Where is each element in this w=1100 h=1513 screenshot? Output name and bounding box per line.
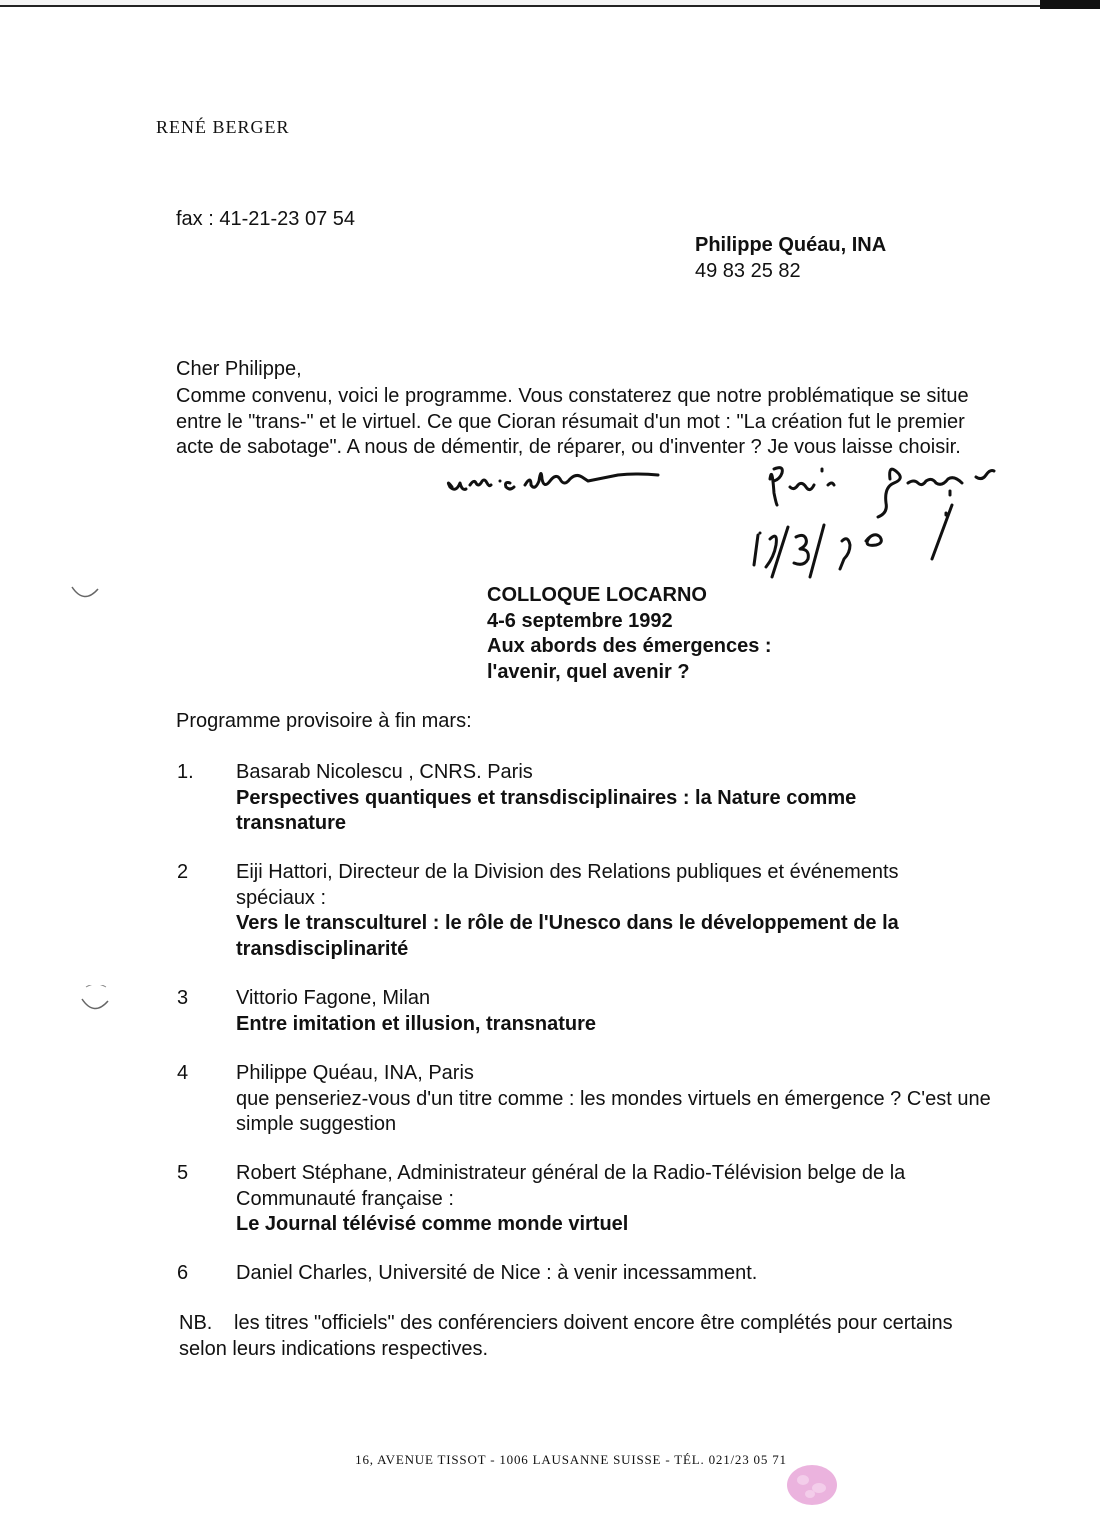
item-speaker: Philippe Quéau, INA, Paris <box>236 1062 474 1084</box>
punch-hole-mark <box>80 985 110 1015</box>
signature-stroke <box>448 473 658 489</box>
signature-stroke <box>770 468 834 505</box>
item-speaker: Basarab Nicolescu , CNRS. Paris <box>236 761 533 783</box>
item-speaker: Robert Stéphane, Administrateur général de la Radio-Télévision belge de la <box>236 1162 906 1184</box>
page-top-edge-dark <box>1040 0 1100 9</box>
colloque-heading <box>487 583 772 685</box>
colloque-theme: Aux abords des émergences : <box>487 635 772 657</box>
item-number: 2 <box>177 861 189 883</box>
item-talk-title: Perspectives quantiques et transdisciplinaires : la Nature comme <box>236 786 857 809</box>
page-top-edge <box>0 0 1100 7</box>
punch-hole-mark <box>70 573 100 603</box>
item-number: 5 <box>177 1162 189 1184</box>
fax-number: fax : 41-21-23 07 54 <box>176 208 356 230</box>
nota-bene <box>179 1311 1059 1362</box>
item-talk-title: transdisciplinarité <box>236 937 409 960</box>
handwritten-signature <box>440 455 1040 595</box>
item-talk-title: Le Journal télévisé comme monde virtuel <box>236 1213 629 1235</box>
item-speaker: Daniel Charles, Université de Nice : à venir incessamment. <box>236 1262 758 1284</box>
item-content <box>236 1161 1066 1238</box>
programme-title: Programme provisoire à fin mars: <box>176 710 472 732</box>
signature-stroke <box>878 469 994 517</box>
colloque-dates: 4-6 septembre 1992 <box>487 609 673 632</box>
body-line: Comme convenu, voici le programme. Vous constaterez que notre problématique se situe <box>176 385 969 407</box>
colloque-title: COLLOQUE LOCARNO <box>487 584 707 606</box>
signature-stroke <box>932 491 952 559</box>
recipient-name: Philippe Quéau, INA <box>695 234 887 256</box>
body-line: acte de sabotage". A nous de démentir, de réparer, ou d'inventer ? Je vous laisse choisir. <box>176 436 961 458</box>
item-note: simple suggestion <box>236 1113 397 1135</box>
nb-label: NB. <box>179 1312 213 1334</box>
item-speaker: Communauté française : <box>236 1187 454 1210</box>
nb-text: les titres "officiels" des conférenciers doivent encore être complétés pour certains <box>234 1312 953 1334</box>
item-number: 6 <box>177 1262 189 1284</box>
date-stroke <box>754 525 881 577</box>
colloque-theme: l'avenir, quel avenir ? <box>487 660 690 683</box>
greeting: Cher Philippe, <box>176 358 302 380</box>
item-talk-title: Entre imitation et illusion, transnature <box>236 1012 597 1035</box>
recipient-block <box>695 232 886 284</box>
letter-body <box>176 384 1056 461</box>
letterhead-footer: 16, AVENUE TISSOT - 1006 LAUSANNE SUISSE - TÉL. 021/23 05 71 <box>355 1452 787 1467</box>
pink-stamp-mark <box>785 1462 839 1508</box>
item-content <box>236 986 1066 1037</box>
item-content <box>236 760 1066 837</box>
item-number: 1. <box>177 761 194 783</box>
item-speaker: Eiji Hattori, Directeur de la Division des Relations publiques et événements <box>236 861 899 883</box>
body-line: entre le "trans-" et le virtuel. Ce que Cioran résumait d'un mot : "La création fut le premier <box>176 410 965 433</box>
item-speaker: Vittorio Fagone, Milan <box>236 987 431 1009</box>
item-content <box>236 860 1066 962</box>
item-note: que penseriez-vous d'un titre comme : les mondes virtuels en émergence ? C'est une <box>236 1087 991 1110</box>
item-content <box>236 1261 1066 1287</box>
nb-text: selon leurs indications respectives. <box>179 1337 489 1360</box>
item-talk-title: transnature <box>236 812 347 834</box>
item-speaker: spéciaux : <box>236 886 327 909</box>
item-number: 3 <box>177 987 189 1009</box>
item-number: 4 <box>177 1062 189 1084</box>
letterhead-sender: RENÉ BERGER <box>156 117 290 137</box>
item-talk-title: Vers le transculturel : le rôle de l'Unesco dans le développement de la <box>236 912 899 934</box>
item-content <box>236 1061 1066 1138</box>
recipient-phone: 49 83 25 82 <box>695 260 801 282</box>
